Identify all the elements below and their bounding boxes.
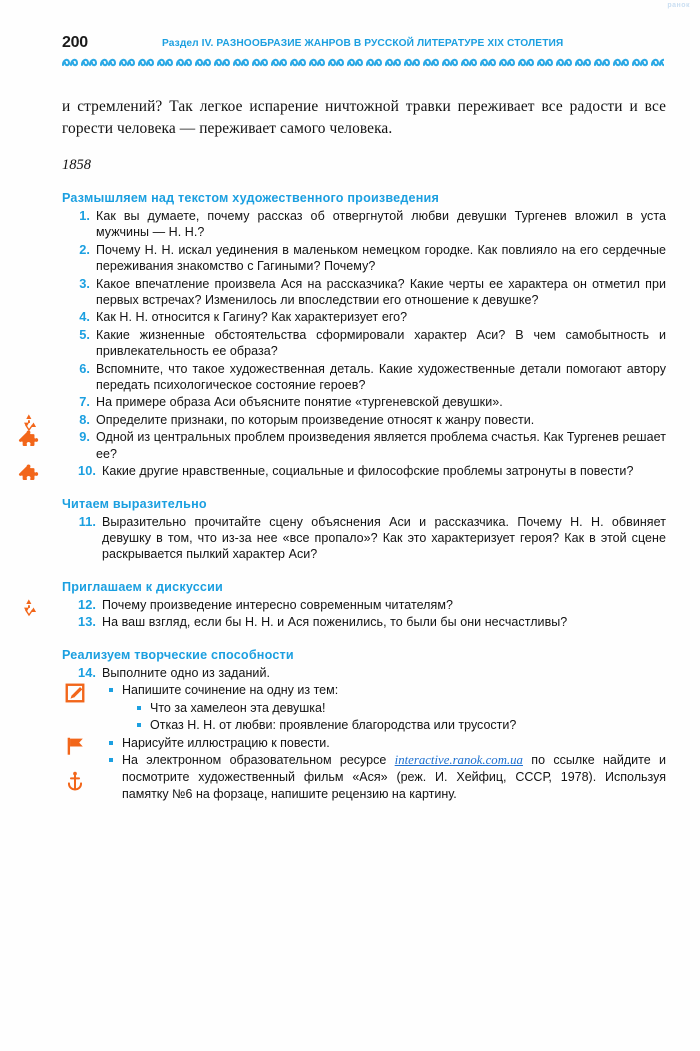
- question-number: 6.: [79, 360, 90, 376]
- online-resource-link[interactable]: interactive.ranok.com.ua: [394, 753, 523, 768]
- section-heading-read-aloud: Читаем выразительно: [62, 496, 207, 511]
- list-item-online-task: [108, 752, 666, 802]
- question-number: 12.: [78, 596, 96, 612]
- creative-task-bullets: [62, 682, 666, 802]
- question-text: Какие другие нравственные, социальные и философские проблемы затронуты в повести?: [102, 464, 634, 479]
- question-item: [62, 361, 666, 394]
- question-number: 9.: [79, 429, 90, 445]
- list-item: [108, 735, 666, 752]
- question-number: 13.: [78, 614, 96, 630]
- excerpt-paragraph: [62, 96, 666, 139]
- list-item-text: Нарисуйте иллюстрацию к повести.: [122, 735, 330, 750]
- question-item: [62, 514, 666, 563]
- question-number: 3.: [79, 275, 90, 291]
- excerpt-year: 1858: [62, 157, 91, 173]
- page-number: 200: [62, 34, 88, 51]
- question-item: [62, 208, 666, 241]
- question-item: [62, 309, 666, 325]
- question-text: Одной из центральных проблем произведения является проблема счастья. Как Тургенев решает ее?: [96, 430, 666, 461]
- question-list-creative: [62, 665, 666, 681]
- running-head-title: Раздел IV. РАЗНООБРАЗИЕ ЖАНРОВ В РУССКОЙ ЛИТЕРАТУРЕ XIX СТОЛЕТИЯ: [162, 38, 564, 49]
- question-text: Определите признаки, по которым произведение относят к жанру повести.: [96, 412, 535, 427]
- question-text: Какое впечатление произвела Ася на рассказчика? Какие черты ее характера он отметил при первых встречах? Изменилось ли впоследствии его отношение к девушке?: [96, 276, 666, 308]
- question-text: Почему произведение интересно современным читателям?: [102, 597, 453, 612]
- question-text: Какие жизненные обстоятельства сформировали характер Аси? В чем самобытность и привлекательность ее образа?: [96, 327, 666, 359]
- question-text: На ваш взгляд, если бы Н. Н. и Ася поженились, то были бы они несчастливы?: [102, 615, 568, 630]
- puzzle-piece-icon: [18, 429, 40, 451]
- question-text: Выполните одно из заданий.: [102, 665, 271, 680]
- list-item: [136, 700, 666, 717]
- list-item-text: Отказ Н. Н. от любви: проявление благородства или трусости?: [150, 718, 517, 733]
- question-item: [62, 429, 666, 462]
- question-list-read-aloud: [62, 514, 666, 563]
- list-item-text: Напишите сочинение на одну из тем:: [122, 682, 339, 697]
- question-number: 10.: [78, 463, 96, 479]
- list-item: [108, 682, 666, 699]
- question-text: Почему Н. Н. искал уединения в маленьком немецком городке. Как повлияло на его сердечные переживания знакомство с Гагиными? Почему?: [96, 242, 666, 274]
- excerpt-text: и стремлений? Так легкое испарение ничтожной травки переживает все радости и все горести человека — переживает самого человека.: [62, 98, 666, 137]
- question-number: 7.: [79, 394, 90, 410]
- question-item: [62, 614, 666, 630]
- list-item-text: Что за хамелеон эта девушка!: [150, 700, 326, 715]
- question-item: [62, 665, 666, 681]
- question-text: Как Н. Н. относится к Гагину? Как характеризует его?: [96, 310, 408, 325]
- question-item: [62, 412, 666, 428]
- pencil-note-icon: [64, 682, 86, 704]
- question-text: На примере образа Аси объясните понятие «тургеневской девушки».: [96, 395, 503, 410]
- section-heading-reflect: Размышляем над текстом художественного произведения: [62, 191, 440, 205]
- section-heading-discussion: Приглашаем к дискуссии: [62, 579, 224, 594]
- question-list-discussion: [62, 597, 666, 631]
- decorative-wave-divider: [62, 56, 664, 69]
- question-item: [62, 242, 666, 275]
- section-heading-creative: Реализуем творческие способности: [62, 647, 294, 662]
- question-text: Вспомните, что такое художественная деталь. Какие художественные детали помогают автору передать психологическое состояние героев?: [96, 361, 666, 393]
- question-number: 1.: [79, 208, 90, 223]
- question-number: 5.: [79, 326, 90, 342]
- question-text: Выразительно прочитайте сцену объяснения Аси и рассказчика. Почему Н. Н. обвиняет девушку в том, что из-за нее «все пропало»? Как это характеризует героя? Как в этой сцене раскрывается пылкий характер Аси?: [102, 514, 666, 562]
- question-item: [62, 463, 666, 479]
- online-task-lead: На электронном образовательном ресурсе: [122, 753, 387, 768]
- running-head: [0, 34, 700, 64]
- question-list-reflect: [62, 208, 666, 480]
- question-number: 14.: [78, 664, 96, 680]
- question-number: 4.: [79, 309, 90, 325]
- question-item: [62, 276, 666, 309]
- question-text: Как вы думаете, почему рассказ об отвергнутой любви девушки Тургенев вложил в уста мужчины — Н. Н.?: [96, 209, 666, 240]
- question-item: [62, 394, 666, 410]
- question-number: 8.: [79, 411, 90, 427]
- publisher-watermark: ранок: [667, 2, 690, 9]
- question-item: [62, 327, 666, 360]
- list-item: [136, 717, 666, 734]
- page-content: [62, 96, 666, 803]
- question-number: 11.: [78, 513, 96, 529]
- question-item: [62, 597, 666, 613]
- recycle-triangle-icon: [18, 597, 40, 619]
- question-number: 2.: [79, 241, 90, 257]
- flag-icon: [64, 735, 86, 757]
- puzzle-piece-icon: [18, 463, 40, 485]
- online-task-rest: по ссылке найдите и посмотрите художественный фильм «Ася» (реж. И. Хейфиц, СССР, 1978). Используя памятку №6 на форзаце, напишите рецензию на картину.: [122, 753, 666, 801]
- anchor-icon: [64, 770, 86, 792]
